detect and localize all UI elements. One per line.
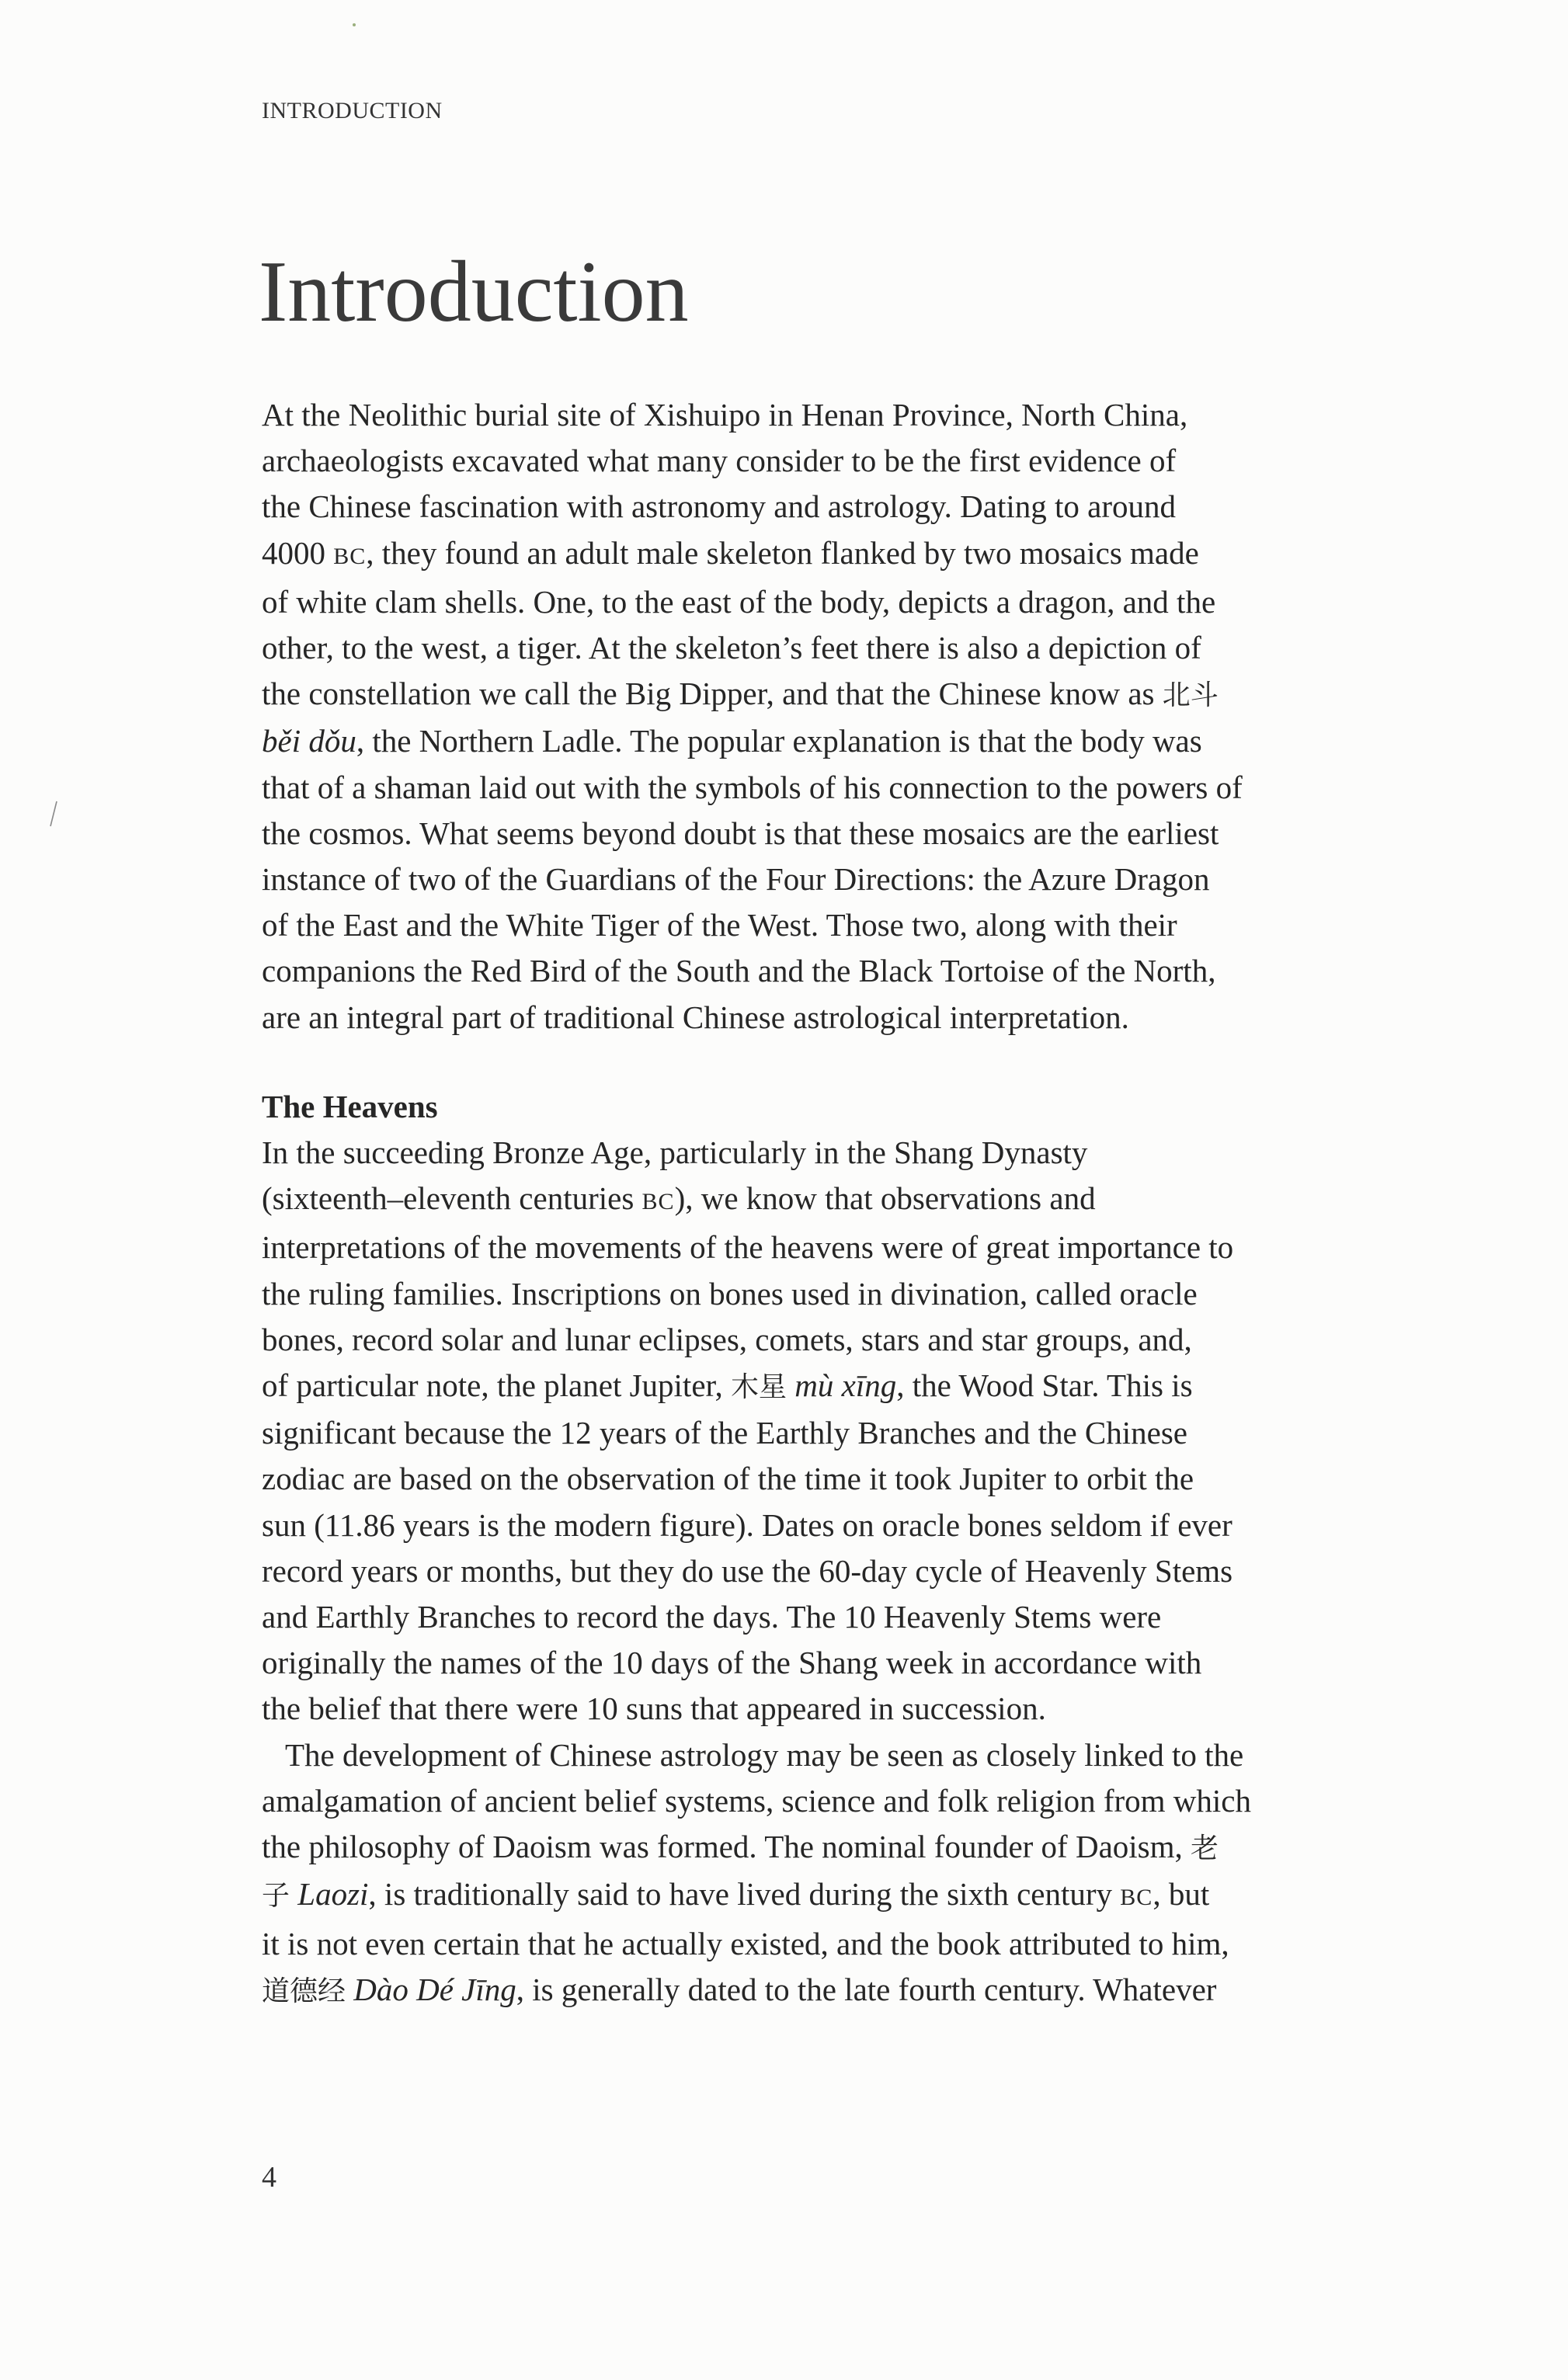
text-line: the Chinese fascination with astronomy and astrology. Dating to around: [262, 488, 1176, 525]
text-line: of the East and the White Tiger of the West. Those two, along with their: [262, 907, 1177, 943]
chapter-title: Introduction: [259, 244, 689, 340]
chinese-characters: 北斗: [1162, 679, 1219, 712]
text-line: other, to the west, a tiger. At the skeleton’s feet there is also a depiction of: [262, 630, 1201, 666]
small-caps-era: BC: [333, 543, 367, 569]
text-line: are an integral part of traditional Chinese astrological interpretation.: [262, 999, 1129, 1035]
text-line: bones, record solar and lunar eclipses, comets, stars and star groups, and,: [262, 1321, 1192, 1357]
text-line: record years or months, but they do use the 60-day cycle of Heavenly Stems: [262, 1552, 1233, 1589]
text-line: the philosophy of Daoism was formed. The nominal founder of Daoism, 老: [262, 1829, 1219, 1865]
paper-speck: [353, 23, 356, 26]
chinese-characters: 子: [262, 1880, 290, 1913]
text-line: of white clam shells. One, to the east of the body, depicts a dragon, and the: [262, 583, 1216, 620]
text-line: of particular note, the planet Jupiter, 木星 mù xīng, the Wood Star. This is: [262, 1367, 1193, 1404]
section-heading: The Heavens: [262, 1088, 438, 1124]
text-line: originally the names of the 10 days of the Shang week in accordance with: [262, 1645, 1202, 1681]
body-text: [262, 392, 1427, 2014]
small-caps-era: BC: [1120, 1885, 1153, 1911]
text-line: 子 Laozi, is traditionally said to have lived during the sixth century BC, but: [262, 1876, 1210, 1913]
chinese-characters: 道德经: [262, 1975, 346, 2007]
pinyin: mù xīng: [794, 1367, 897, 1404]
text-line: The development of Chinese astrology may be seen as closely linked to the: [285, 1736, 1244, 1773]
pencil-mark: [48, 800, 59, 828]
text-line: that of a shaman laid out with the symbols of his connection to the powers of: [262, 769, 1243, 805]
text-line: zodiac are based on the observation of the time it took Jupiter to orbit the: [262, 1461, 1194, 1497]
paragraph-2: [262, 1130, 1427, 1732]
text-line: amalgamation of ancient belief systems, science and folk religion from which: [262, 1782, 1252, 1819]
text-line: In the succeeding Bronze Age, particularly in the Shang Dynasty: [262, 1134, 1088, 1171]
text-line: and Earthly Branches to record the days. The 10 Heavenly Stems were: [262, 1599, 1162, 1635]
text-line: běi dǒu, the Northern Ladle. The popular explanation is that the body was: [262, 723, 1202, 759]
paragraph-3: [262, 1732, 1427, 2014]
chinese-characters: 木星: [731, 1371, 787, 1404]
text-line: companions the Red Bird of the South and the Black Tortoise of the North,: [262, 953, 1216, 989]
text-line: significant because the 12 years of the Earthly Branches and the Chinese: [262, 1415, 1188, 1451]
text-line: 4000 BC, they found an adult male skeleton flanked by two mosaics made: [262, 534, 1199, 571]
paragraph-1: [262, 392, 1427, 1041]
page-number: 4: [262, 2161, 276, 2194]
pinyin: Dào Dé Jīng: [353, 1971, 516, 2007]
pinyin: Laozi: [297, 1876, 369, 1913]
text-line: At the Neolithic burial site of Xishuipo in Henan Province, North China,: [262, 397, 1188, 433]
small-caps-era: BC: [641, 1189, 675, 1215]
text-line: archaeologists excavated what many consider to be the first evidence of: [262, 443, 1177, 479]
text-line: sun (11.86 years is the modern figure). Dates on oracle bones seldom if ever: [262, 1506, 1232, 1543]
pinyin: běi dǒu: [262, 723, 356, 759]
text-line: 道德经 Dào Dé Jīng, is generally dated to the late fourth century. Whatever: [262, 1971, 1217, 2007]
text-line: (sixteenth–eleventh centuries BC), we know that observations and: [262, 1180, 1096, 1217]
chinese-characters: 老: [1191, 1833, 1219, 1865]
text-line: instance of two of the Guardians of the Four Directions: the Azure Dragon: [262, 861, 1210, 898]
text-line: the cosmos. What seems beyond doubt is that these mosaics are the earliest: [262, 815, 1219, 851]
text-line: interpretations of the movements of the heavens were of great importance to: [262, 1229, 1234, 1266]
text-line: the belief that there were 10 suns that appeared in succession.: [262, 1690, 1046, 1727]
text-line: it is not even certain that he actually existed, and the book attributed to him,: [262, 1925, 1229, 1961]
text-line: the ruling families. Inscriptions on bones used in divination, called oracle: [262, 1275, 1198, 1312]
text-line: the constellation we call the Big Dipper, and that the Chinese know as 北斗: [262, 676, 1219, 712]
running-head: INTRODUCTION: [262, 98, 443, 123]
